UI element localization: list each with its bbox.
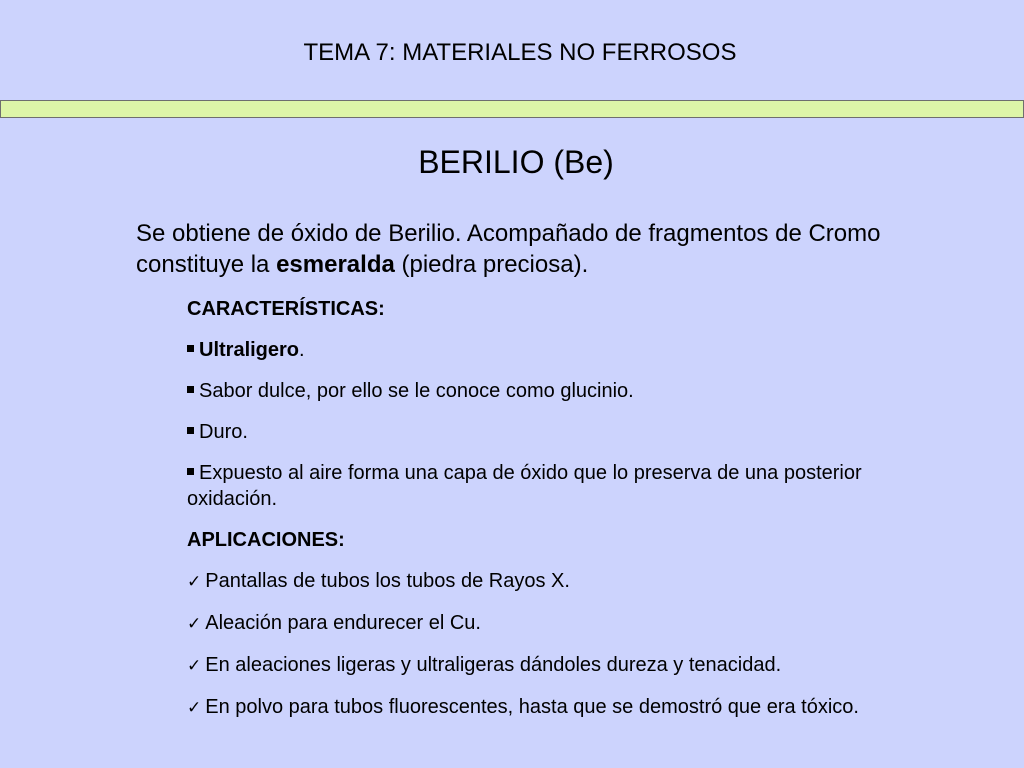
slide-subtitle: BERILIO (Be) xyxy=(418,144,614,180)
aplicaciones-heading: APLICACIONES: xyxy=(187,529,345,551)
list-item xyxy=(187,460,917,512)
square-bullet-icon xyxy=(187,468,194,475)
list-item xyxy=(187,610,917,637)
list-item-text: Duro. xyxy=(199,421,248,443)
list-item-text: Aleación para endurecer el Cu. xyxy=(205,612,481,634)
list-item xyxy=(187,694,917,721)
checkmark-icon: ✓ xyxy=(187,572,202,592)
header-title: TEMA 7: MATERIALES NO FERROSOS xyxy=(303,39,737,66)
square-bullet-icon xyxy=(187,386,194,393)
intro-paragraph xyxy=(136,218,956,280)
list-item-text: En polvo para tubos fluorescentes, hasta que se demostró que era tóxico. xyxy=(205,696,859,718)
checkmark-icon: ✓ xyxy=(187,614,202,634)
list-item-text: Pantallas de tubos los tubos de Rayos X. xyxy=(205,570,570,592)
checkmark-icon: ✓ xyxy=(187,698,202,718)
list-item-bold: Ultraligero xyxy=(199,339,300,361)
list-item-text: Expuesto al aire forma una capa de óxido que lo preserva de una posterior oxidación. xyxy=(187,462,862,510)
list-item xyxy=(187,337,917,363)
intro-bold-term: esmeralda xyxy=(276,251,395,278)
square-bullet-icon xyxy=(187,345,194,352)
square-bullet-icon xyxy=(187,427,194,434)
intro-text: Se obtiene de óxido de Berilio. Acompañado de fragmentos de Cromo constituye la xyxy=(136,220,881,278)
intro-text-end: (piedra preciosa). xyxy=(394,251,589,278)
list-item-text: Sabor dulce, por ello se le conoce como glucinio. xyxy=(199,380,634,402)
list-item xyxy=(187,568,917,595)
list-item xyxy=(187,419,917,445)
checkmark-icon: ✓ xyxy=(187,656,202,676)
list-item xyxy=(187,378,917,404)
list-item xyxy=(187,652,917,679)
header-divider-bar xyxy=(0,100,1024,118)
caracteristicas-heading: CARACTERÍSTICAS: xyxy=(187,298,385,320)
content-list xyxy=(187,296,917,736)
list-item-text: En aleaciones ligeras y ultraligeras dándoles dureza y tenacidad. xyxy=(205,654,782,676)
list-item-text: . xyxy=(299,339,305,361)
